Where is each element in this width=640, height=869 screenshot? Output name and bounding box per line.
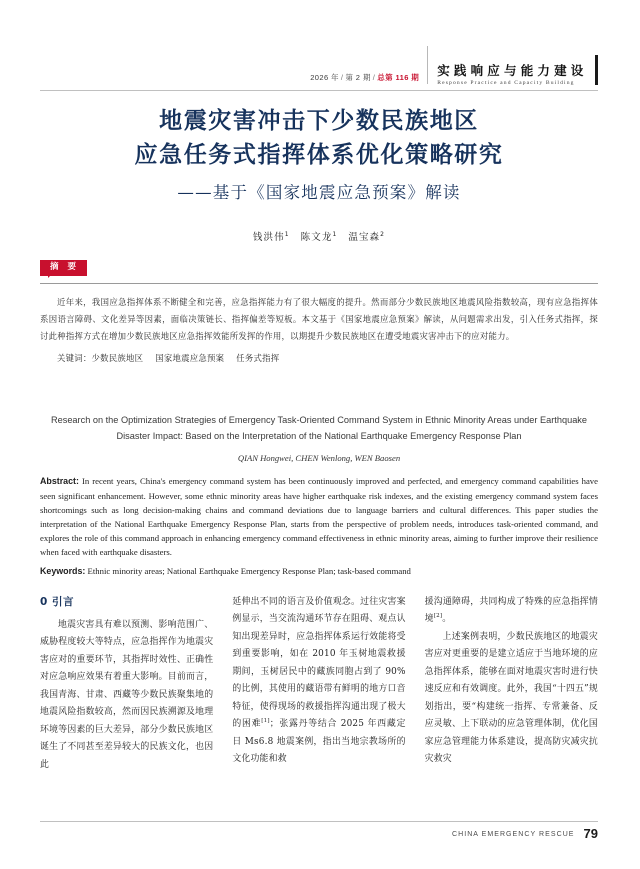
- keyword-cn-1: 少数民族地区: [91, 353, 144, 364]
- article-title-line1: 地震灾害冲击下少数民族地区: [159, 108, 479, 134]
- body-paragraph-2: [232, 594, 405, 769]
- footer-page-number: 79: [583, 825, 598, 841]
- footer-rule: [40, 821, 598, 822]
- masthead: [40, 42, 598, 86]
- article-title-line2: 应急任务式指挥体系优化策略研究: [134, 142, 504, 169]
- column-title-cn: 实践响应与能力建设: [437, 62, 588, 78]
- keyword-cn-2: 国家地震应急预案: [155, 353, 225, 364]
- english-keywords: [40, 564, 598, 578]
- english-title: Research on the Optimization Strategies of Emergency Task-Oriented Command System in Ethnic Minority Areas under Earthquake Disaster Impact: Based on the Interpretation of the National Earthquake Emergency Response Plan: [50, 415, 588, 442]
- body-columns: [40, 594, 598, 807]
- body-paragraph-2-text: 延伸出不同的语言及价值观念。过往灾害案例显示，当交流沟通环节存在阻碍、观点认知出现差异时，应急指挥体系运行效能将受到重要影响，如在 2010 年玉树地震救援期间，玉树居民中的藏族同胞占到了 90% 的比例，其使用的藏语带有鲜明的地方口音特征，使得现场的救援指挥沟通出现了极大的困难: [232, 597, 406, 730]
- issue-sep-2: /: [372, 73, 376, 82]
- author-1-name: 钱洪伟: [252, 232, 285, 244]
- header-rule: [40, 90, 598, 91]
- keywords-label-cn: 关键词：: [57, 353, 92, 364]
- body-column-1: [40, 594, 213, 807]
- english-keywords-label: Keywords:: [40, 566, 86, 577]
- issue-year: 2026 年: [310, 73, 339, 82]
- issue-total: 总第 116 期: [377, 73, 420, 82]
- english-abstract-label: Abstract:: [40, 476, 79, 487]
- abstract-rule: [40, 283, 598, 284]
- body-paragraph-3: [425, 594, 598, 629]
- author-3-affil: 2: [380, 230, 386, 238]
- english-section: [40, 412, 598, 579]
- body-paragraph-3-text: 援沟通障碍，共同构成了特殊的应急指挥情境: [424, 597, 598, 625]
- abstract-badge-wrap: [40, 256, 598, 277]
- body-paragraph-1: 地震灾害具有难以预测、影响范围广、威胁程度较大等特点，应急指挥作为地震灾害应对的重要环节，其指挥时效性、正确性对应急响应效果有着重大影响。目前而言，我国青海、甘肃、西藏等少数民族聚集地的地震风险指数较高，然而因民族溯源及地理环境等因素的巨大差异，部分少数民族地区诞生了不同甚至差异较大的民族文化，也因此: [40, 620, 214, 770]
- footer-journal-name: CHINA EMERGENCY RESCUE: [451, 830, 575, 838]
- issue-sep-1: /: [340, 73, 344, 82]
- body-paragraph-3-tail: 。: [442, 614, 452, 625]
- body-column-3: [425, 594, 598, 807]
- keyword-cn-3: 任务式指挥: [236, 353, 280, 364]
- column-title-en: Response Practice and Capacity Building: [437, 80, 575, 86]
- title-block: [40, 104, 598, 243]
- author-3-name: 温宝森: [348, 232, 381, 244]
- author-1-affil: 1: [284, 230, 290, 238]
- issue-number: 第 2 期: [345, 73, 371, 82]
- english-authors: QIAN Hongwei, CHEN Wenlong, WEN Baosen: [237, 453, 401, 464]
- body-column-2: [232, 594, 405, 807]
- abstract-body-cn: 近年来，我国应急指挥体系不断健全和完善，应急指挥能力有了很大幅度的提升。然而部分少数民族地区地震风险指数较高，现有应急指挥体系因语言障碍、文化差异等因素，面临决策链长、指挥偏差等短板。本文基于《国家地震应急预案》解读，从问题需求出发，引入任务式指挥，探讨此种指挥方式在增加少数民族地区应急指挥效能所发挥的作用，以期提升少数民族地区在遭受地震灾害冲击下的应对能力。: [40, 297, 598, 342]
- column-title: [437, 64, 594, 86]
- article-subtitle: ——基于《国家地震应急预案》解读: [177, 183, 461, 203]
- body-paragraph-4: 上述案例表明，少数民族地区的地震灾害应对更重要的是建立适应于当地环境的应急指挥体系，能够在面对地震灾害时进行快速反应和有效调度。此外，我国“十四五”规划指出，要“构建统一指挥、专常兼备、反应灵敏、上下联动的应急管理体制，优化国家应急管理能力体系建设，提高防灾减灾抗灾救灾: [424, 631, 598, 765]
- abstract-badge: 摘 要: [40, 260, 87, 276]
- abstract-section-cn: [40, 256, 598, 364]
- citation-ref-2: [2]: [433, 613, 443, 620]
- author-2-affil: 1: [332, 230, 338, 238]
- english-abstract: [40, 474, 598, 559]
- issue-info: [310, 72, 427, 86]
- author-2-name: 陈文龙: [300, 232, 333, 244]
- citation-ref-1: [1]: [261, 718, 270, 725]
- english-keywords-body: Ethnic minority areas; National Earthquake Emergency Response Plan; task-based command: [87, 566, 411, 577]
- abstract-badge-tail-icon: [48, 273, 53, 278]
- page-footer: [40, 821, 598, 841]
- body-paragraph-2-tail: ；张露丹等结合 2025 年西藏定日 Ms6.8 地震案例，指出当地宗教场所的文化功能和救: [232, 719, 406, 765]
- section-heading-intro: 0 引言: [40, 596, 74, 608]
- author-list: [40, 229, 598, 243]
- english-abstract-body: In recent years, China's emergency command system has been continuously improved and perfected, and emergency command capabilities have seen significant enhancement. However, some ethnic minority areas have higher earthquake risk indexes, and the existing emergency command system faces shortcomings such as long decision-making chains and command deviations due to language barriers and cultural differences. This paper studies the interpretation of the National Earthquake Emergency Response Plan, starts from the perspective of problem needs, introduces task-oriented command, and explores the role of this command approach in enhancing emergency command effectiveness in ethnic minority areas, aiming to further improve their resilience when faced with earthquake disasters.: [40, 476, 599, 557]
- masthead-bar: [595, 55, 599, 85]
- masthead-divider: [427, 46, 428, 84]
- keywords-cn: [40, 352, 598, 364]
